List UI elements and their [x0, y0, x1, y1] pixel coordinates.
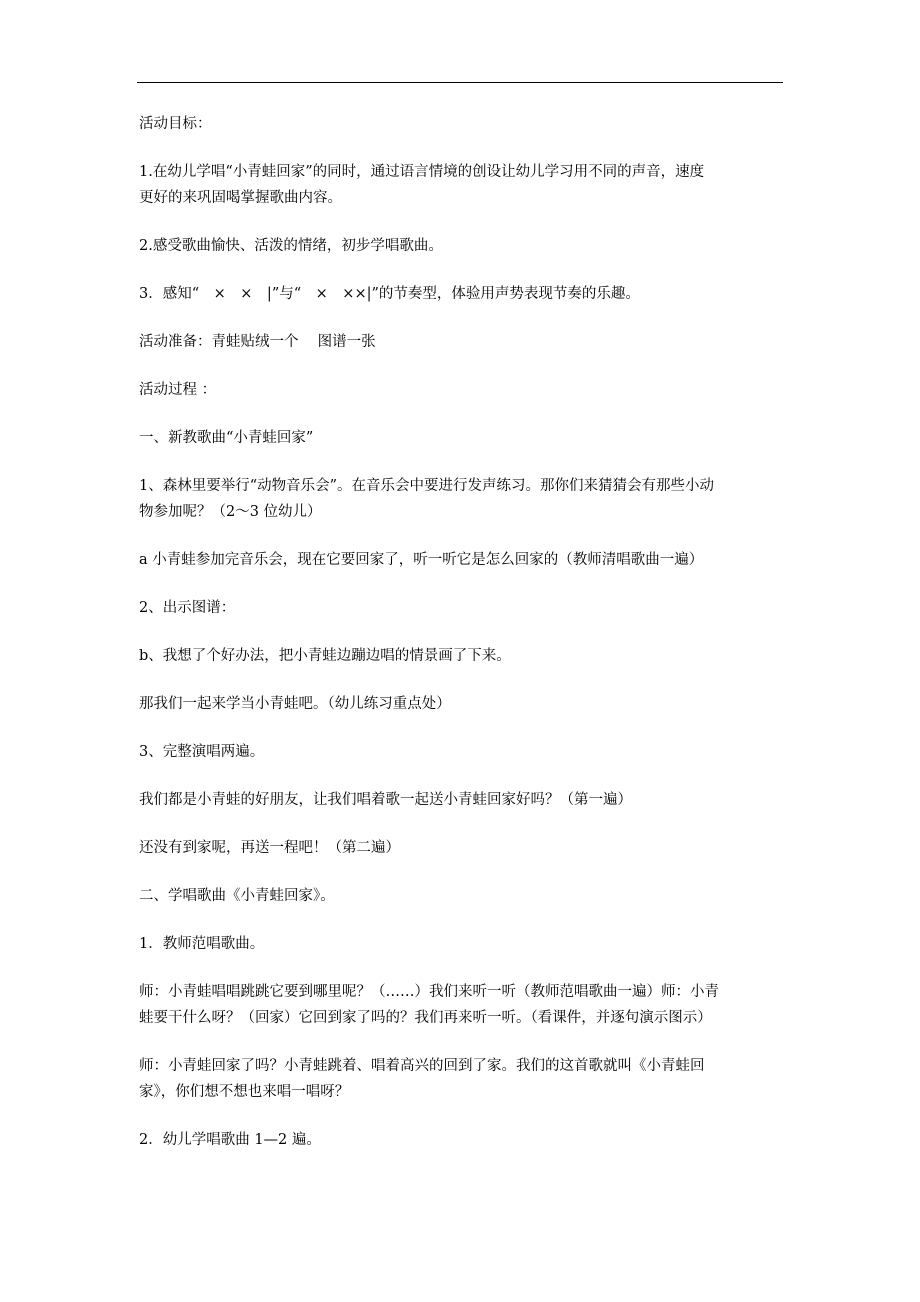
step-2b: b、我想了个好办法，把小青蛙边蹦边唱的情景画了下来。	[139, 648, 511, 664]
step-3-second: 还没有到家呢，再送一程吧！（第二遍）	[139, 840, 400, 856]
section-1-heading: 一、新教歌曲“小青蛙回家”	[139, 430, 314, 446]
teacher-line-3: 师：小青蛙回家了吗？小青蛙跳着、唱着高兴的回到了家。我们的这首歌就叫《小青蛙回	[139, 1058, 705, 1074]
goals-heading: 活动目标：	[139, 116, 212, 132]
goal-1-line-1: 1.在幼儿学唱“小青蛙回家”的同时，通过语言情境的创设让幼儿学习用不同的声音，速度	[139, 164, 705, 180]
teacher-line-4: 家》，你们想不想也来唱一唱呀？	[139, 1084, 350, 1100]
header-rule	[137, 82, 783, 83]
teacher-line-1: 师：小青蛙唱唱跳跳它要到哪里呢？（……）我们来听一听（教师范唱歌曲一遍）师：小青	[139, 984, 719, 1000]
teacher-line-2: 蛙要干什么呀？（回家）它回到家了吗的？我们再来听一听。（看课件，并逐句演示图示）	[139, 1010, 712, 1026]
preparation: 活动准备：青蛙贴绒一个 图谱一张	[139, 334, 376, 350]
step-3-first: 我们都是小青蛙的好朋友，让我们唱着歌一起送小青蛙回家好吗？（第一遍）	[139, 792, 632, 808]
step-2-practice: 那我们一起来学当小青蛙吧。（幼儿练习重点处）	[139, 696, 451, 712]
step-1-line-1: 1、森林里要举行“动物音乐会”。在音乐会中要进行发声练习。那你们来猜猜会有那些小动	[139, 478, 715, 494]
step-3: 3、完整演唱两遍。	[139, 744, 265, 760]
step-2: 2、出示图谱：	[139, 600, 236, 616]
step-1-line-2: 物参加呢？（2～3 位幼儿）	[139, 504, 322, 520]
process-heading: 活动过程 ：	[139, 382, 217, 398]
section-2-step-1: 1．教师范唱歌曲。	[139, 936, 265, 952]
goal-3: 3．感知“ × × |”与“ × ××|”的节奏型，体验用声势表现节奏的乐趣。	[139, 286, 640, 302]
section-2-step-2: 2．幼儿学唱歌曲 1—2 遍。	[139, 1132, 321, 1148]
section-2-heading: 二、学唱歌曲《小青蛙回家》。	[139, 888, 335, 904]
goal-2: 2.感受歌曲愉快、活泼的情绪，初步学唱歌曲。	[139, 238, 443, 254]
goal-1-line-2: 更好的来巩固喝掌握歌曲内容。	[139, 190, 342, 206]
step-1a: a 小青蛙参加完音乐会，现在它要回家了，听一听它是怎么回家的（教师清唱歌曲一遍）	[139, 552, 704, 568]
